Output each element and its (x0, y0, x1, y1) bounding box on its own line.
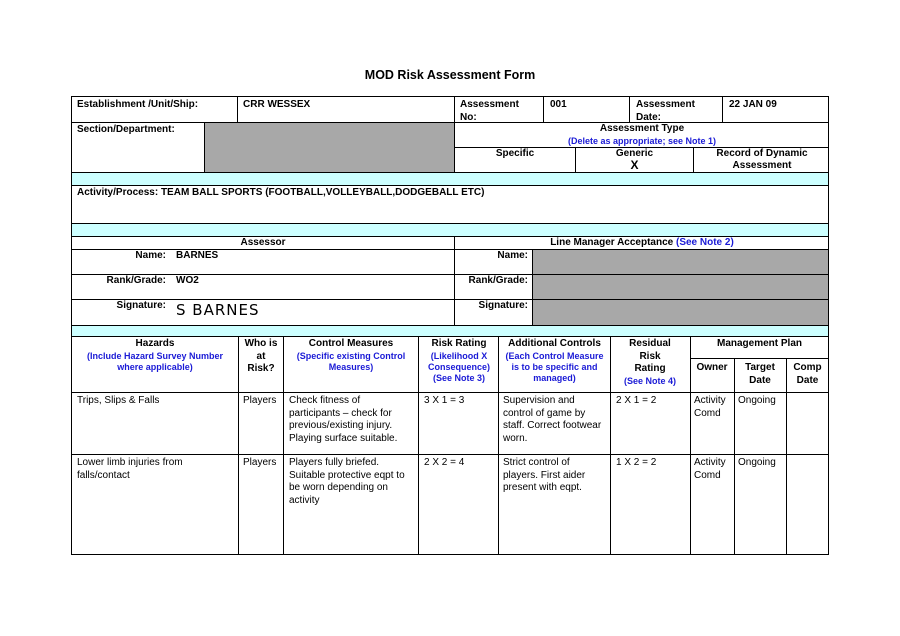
risk-header-note: (Likelihood X Consequence) (See Note 3) (427, 350, 490, 383)
activity-row (73, 186, 813, 201)
grid-line (71, 96, 72, 555)
grid-line (71, 172, 829, 173)
assessment-type-label: Assessment Type (599, 123, 685, 134)
grid-line (610, 336, 611, 554)
grid-line (71, 249, 829, 250)
assessor-heading: Assessor (240, 237, 286, 248)
row1-hazard[interactable]: Trips, Slips & Falls (77, 395, 160, 406)
row1-additional[interactable]: Supervision and control of game by staff. Correct footwear worn. (503, 395, 602, 444)
grid-line (418, 336, 419, 554)
grid-line (71, 554, 829, 555)
control-header-title: Control Measures (308, 338, 394, 349)
type-generic-mark: X (630, 158, 639, 172)
residual-header-title: Residual Risk Rating (629, 338, 671, 374)
owner-header: Owner (696, 362, 728, 373)
grid-line (722, 96, 723, 122)
risk-assessment-table (71, 96, 829, 555)
target-header: Target Date (745, 362, 775, 386)
line-manager-note: (See Note 2) (676, 237, 734, 248)
row2-target[interactable]: Ongoing (738, 457, 776, 468)
row1-control[interactable]: Check fitness of participants – check for previous/existing injury. Playing surface suitable. (289, 395, 398, 444)
grid-line (629, 96, 630, 122)
grid-line (693, 147, 694, 172)
type-specific-label[interactable]: Specific (495, 148, 535, 159)
row2-risk[interactable]: 2 X 2 = 4 (424, 457, 465, 468)
row1-residual[interactable]: 2 X 1 = 2 (616, 395, 657, 406)
row2-control[interactable]: Players fully briefed. Suitable protective eqpt to be worn depending on activity (289, 457, 405, 506)
additional-header-title: Additional Controls (508, 338, 601, 349)
type-dynamic-label[interactable]: Record of Dynamic Assessment (716, 148, 808, 171)
grid-line (786, 358, 787, 554)
comp-header: Comp Date (793, 362, 822, 386)
assessment-no-value[interactable]: 001 (550, 99, 567, 110)
separator-band-3 (71, 325, 829, 336)
row1-owner[interactable]: Activity Comd (694, 395, 726, 419)
control-header-note: (Specific existing Control Measures) (296, 350, 406, 372)
grid-line (71, 392, 829, 393)
row1-target[interactable]: Ongoing (738, 395, 776, 406)
grid-line (828, 96, 829, 555)
assessor-rank-value[interactable]: WO2 (176, 275, 199, 286)
assessment-date-value[interactable]: 22 JAN 09 (729, 99, 777, 110)
additional-header (499, 337, 610, 385)
grid-line (71, 122, 829, 123)
who-header: Who is at Risk? (244, 338, 278, 374)
establishment-label: Establishment /Unit/Ship: (77, 99, 199, 110)
grid-line (71, 336, 829, 337)
risk-header (419, 337, 499, 385)
additional-header-note: (Each Control Measure is to be specific and managed) (505, 350, 604, 383)
residual-header (610, 337, 690, 388)
assessment-type-note: (Delete as appropriate; see Note 1) (567, 136, 717, 146)
activity-value[interactable]: TEAM BALL SPORTS (FOOTBALL,VOLLEYBALL,DODGEBALL ETC) (160, 187, 485, 198)
separator-band-1 (71, 172, 829, 185)
row2-who[interactable]: Players (243, 457, 277, 468)
assessor-rank-label: Rank/Grade: (106, 275, 166, 286)
grid-line (454, 236, 455, 325)
row1-who[interactable]: Players (243, 395, 277, 406)
assessment-date-label: Assessment Date: (636, 99, 695, 123)
control-header (283, 337, 419, 374)
grid-line (71, 325, 829, 326)
grid-line (498, 336, 499, 554)
lm-signature-field[interactable] (532, 299, 829, 325)
row2-hazard[interactable]: Lower limb injuries from falls/contact (77, 457, 183, 481)
grid-line (238, 336, 239, 554)
lm-name-label: Name: (497, 250, 528, 261)
grid-line (71, 185, 829, 186)
assessor-name-value[interactable]: BARNES (176, 250, 219, 261)
grid-line (71, 299, 829, 300)
activity-label: Activity/Process: (77, 187, 159, 198)
row2-additional[interactable]: Strict control of players. First aider present with eqpt. (503, 457, 586, 493)
row2-comp[interactable] (786, 456, 829, 458)
lm-rank-field[interactable] (532, 274, 829, 299)
lm-rank-label: Rank/Grade: (468, 275, 528, 286)
grid-line (237, 96, 238, 122)
grid-line (455, 147, 829, 148)
line-manager-heading-text: Line Manager Acceptance (550, 237, 674, 248)
risk-header-title: Risk Rating (431, 338, 487, 349)
assessor-name-label: Name: (135, 250, 166, 261)
form-title: MOD Risk Assessment Form (364, 68, 536, 82)
assessment-no-label: Assessment No: (460, 99, 519, 123)
grid-line (734, 358, 735, 554)
row1-risk[interactable]: 3 X 1 = 3 (424, 395, 465, 406)
management-header: Management Plan (716, 338, 803, 349)
residual-header-note: (See Note 4) (623, 375, 676, 386)
lm-signature-label: Signature: (478, 300, 528, 311)
grid-line (575, 147, 576, 172)
grid-line (71, 223, 829, 224)
hazards-header (71, 337, 239, 374)
grid-line (71, 96, 829, 97)
row1-comp[interactable] (786, 394, 829, 396)
grid-line (71, 454, 829, 455)
grid-line (454, 96, 455, 122)
row2-residual[interactable]: 1 X 2 = 2 (616, 457, 657, 468)
hazards-header-note: (Include Hazard Survey Number where applicable) (86, 350, 224, 372)
section-label: Section/Department: (77, 124, 175, 135)
section-value-field[interactable] (204, 122, 454, 172)
grid-line (283, 336, 284, 554)
assessor-signature-value[interactable]: S BARNES (176, 301, 260, 319)
grid-line (71, 274, 829, 275)
separator-band-2 (71, 223, 829, 236)
grid-line (454, 122, 455, 172)
lm-name-field[interactable] (532, 249, 829, 274)
grid-line (543, 96, 544, 122)
grid-line (690, 336, 691, 554)
assessor-signature-label: Signature: (116, 300, 166, 311)
grid-line (71, 236, 829, 237)
row2-owner[interactable]: Activity Comd (694, 457, 726, 481)
grid-line (690, 358, 829, 359)
hazards-header-title: Hazards (135, 338, 175, 349)
type-generic-label[interactable]: Generic (615, 148, 654, 159)
grid-line (532, 249, 533, 325)
establishment-value[interactable]: CRR WESSEX (243, 99, 311, 110)
grid-line (204, 122, 205, 172)
